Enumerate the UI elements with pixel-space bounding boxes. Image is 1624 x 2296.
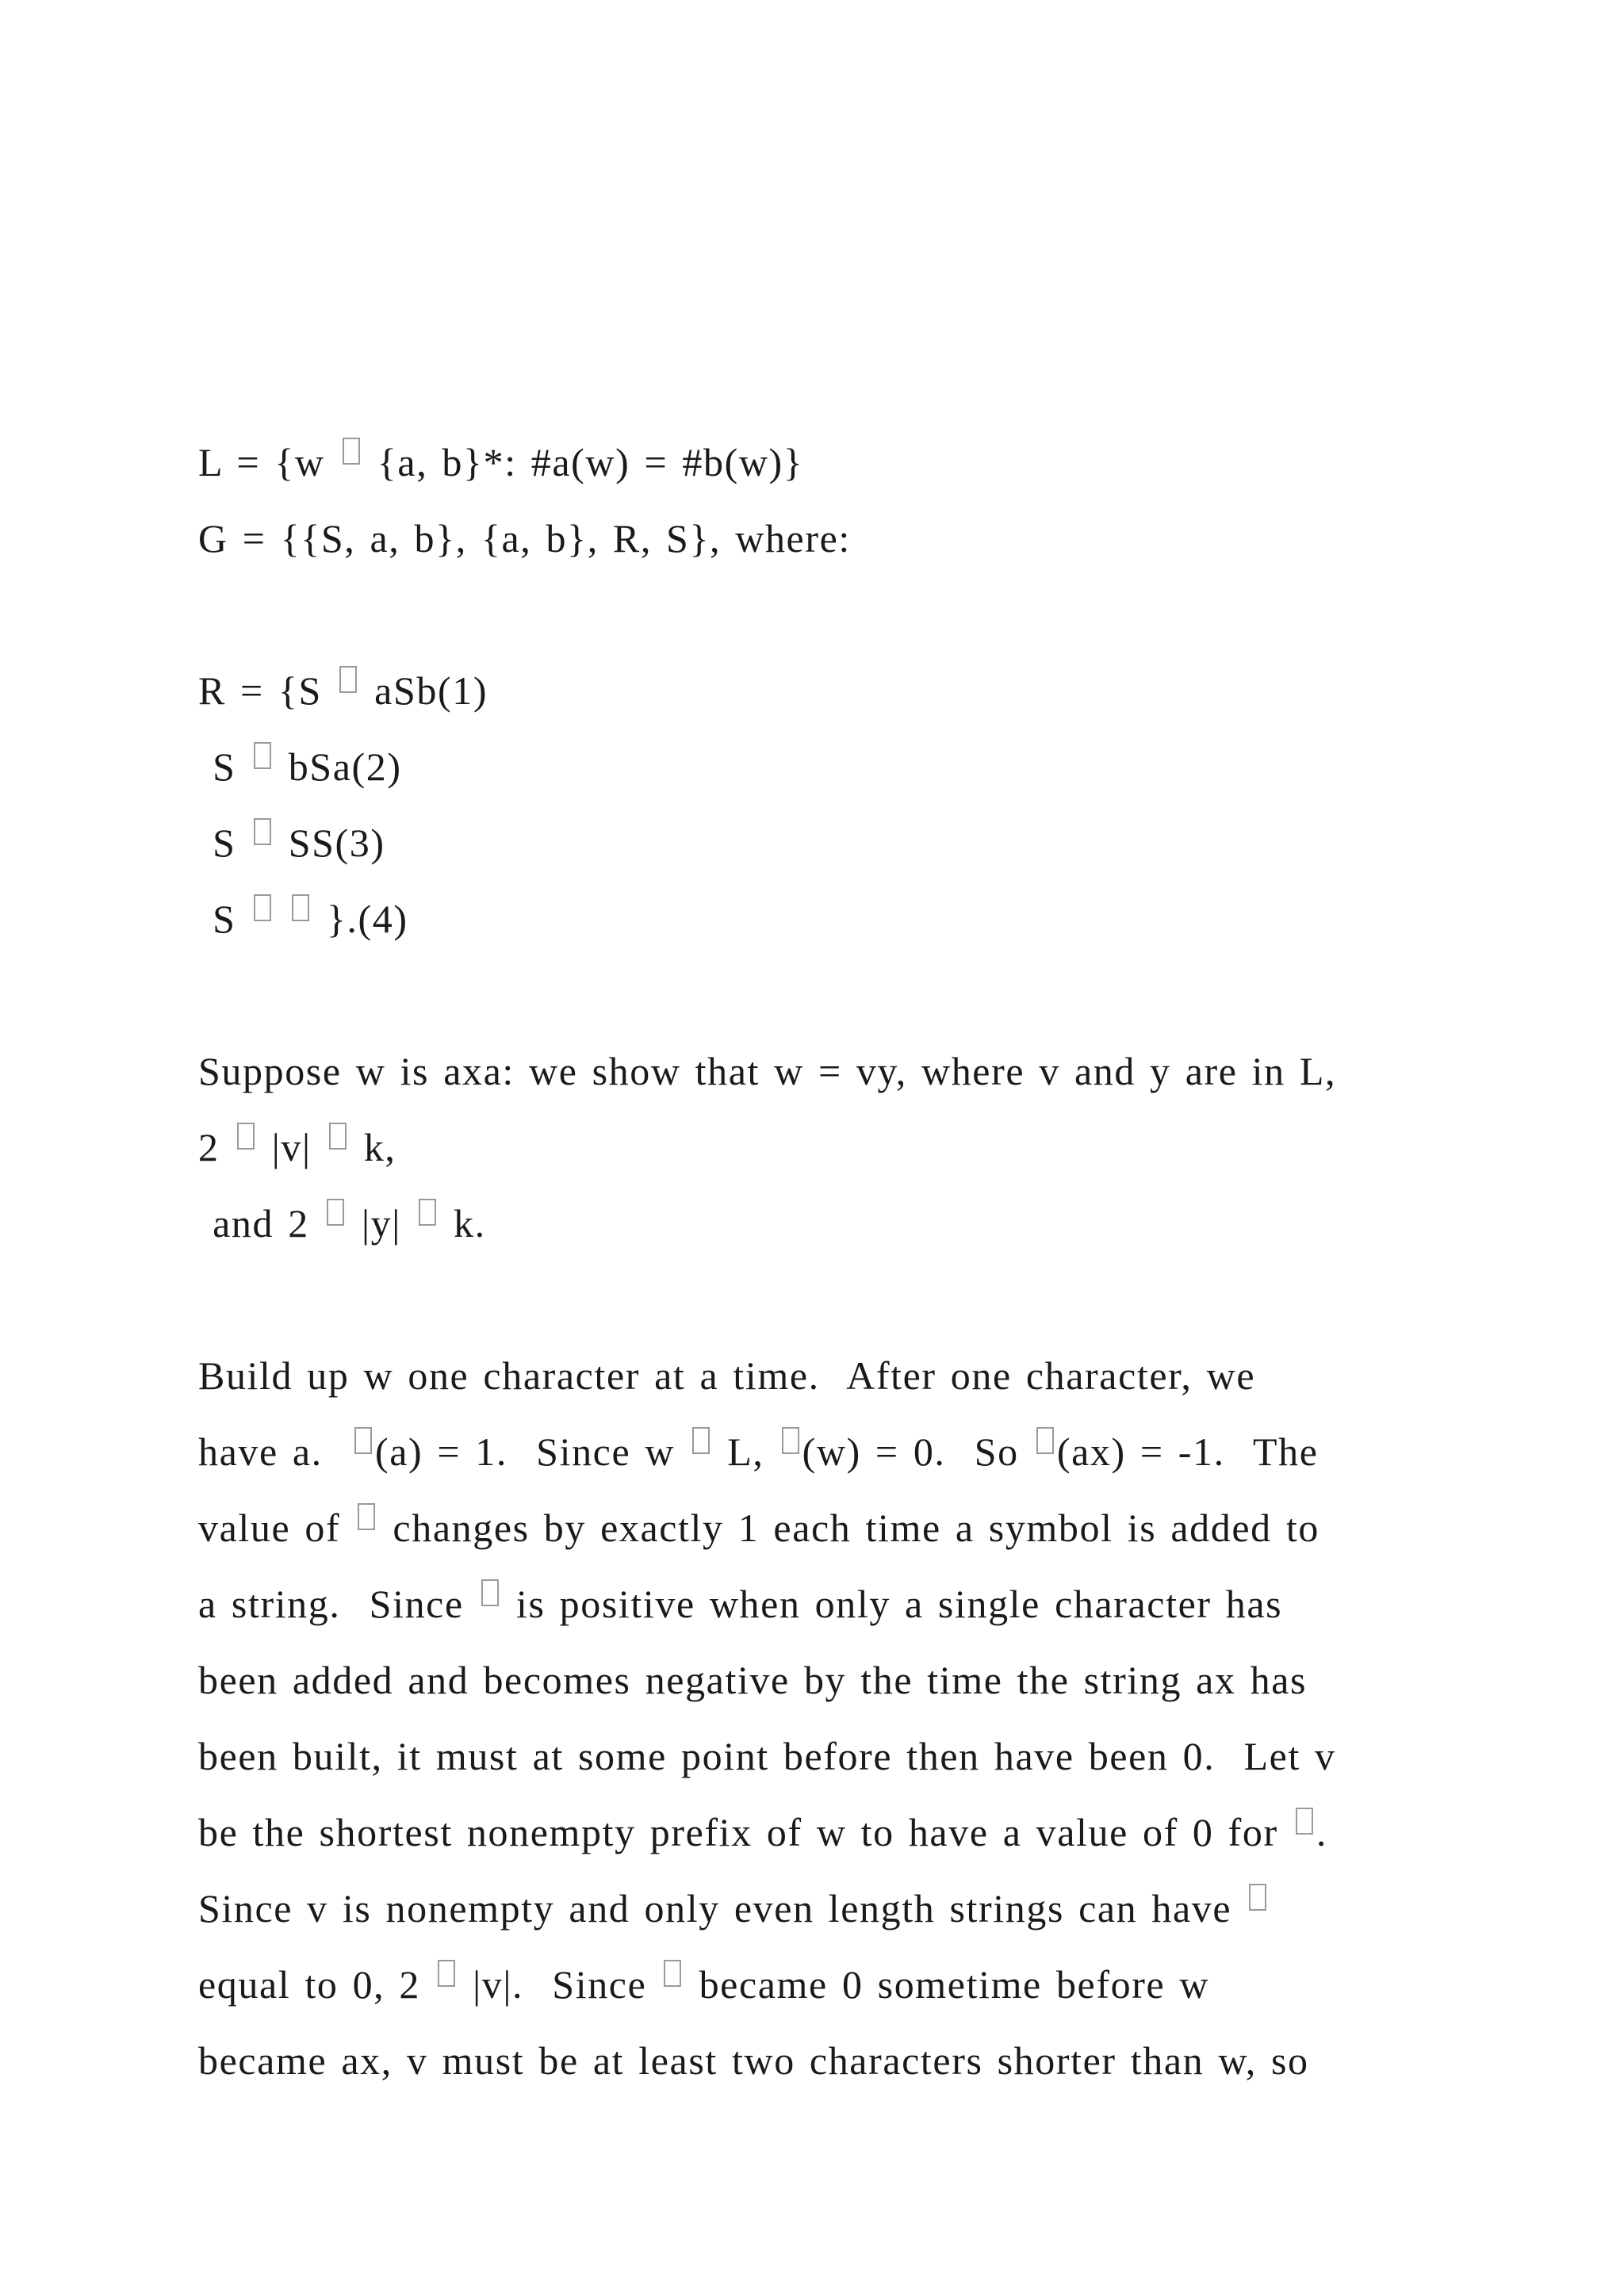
text-run: L = {w: [198, 440, 339, 484]
missing-glyph-icon: [254, 894, 271, 921]
text-line: [198, 1946, 1435, 2022]
text-run: k,: [349, 1125, 396, 1169]
text-run: S: [198, 821, 251, 865]
missing-glyph-icon: [254, 818, 271, 845]
missing-glyph-icon: [358, 1503, 375, 1530]
text-run: have a.: [198, 1429, 351, 1474]
text-line: [198, 1337, 1435, 1414]
text-run: bSa(2): [274, 744, 402, 789]
missing-glyph-icon: [339, 666, 357, 693]
text-run: |v|. Since: [458, 1962, 661, 2007]
text-line: [198, 729, 1435, 805]
text-line: [198, 1566, 1435, 1642]
missing-glyph-icon: [664, 1960, 681, 1987]
missing-glyph-icon: [292, 894, 309, 921]
blank-line: [198, 957, 1435, 1033]
missing-glyph-icon: [354, 1427, 372, 1454]
missing-glyph-icon: [1296, 1808, 1313, 1835]
text-run: Suppose w is axa: we show that w = vy, where v and y are in L,: [198, 1049, 1337, 1093]
text-run: is positive when only a single character has: [501, 1582, 1283, 1626]
text-run: be the shortest nonempty prefix of w to have a value of 0 for: [198, 1810, 1293, 1854]
text-run: been built, it must at some point before then have been 0. Let v: [198, 1734, 1336, 1778]
text-run: (w) = 0. So: [802, 1429, 1033, 1474]
text-run: equal to 0, 2: [198, 1962, 435, 2007]
document-body: [198, 424, 1435, 2099]
blank-line: [198, 576, 1435, 652]
text-run: {a, b}*: #a(w) = #b(w)}: [362, 440, 804, 484]
text-line: [198, 1414, 1435, 1490]
text-run: G = {{S, a, b}, {a, b}, R, S}, where:: [198, 516, 851, 561]
text-run: (a) = 1. Since w: [374, 1429, 690, 1474]
missing-glyph-icon: [254, 742, 271, 769]
text-run: SS(3): [274, 821, 385, 865]
missing-glyph-icon: [343, 438, 360, 465]
text-line: [198, 805, 1435, 881]
text-run: a string. Since: [198, 1582, 478, 1626]
text-run: S: [198, 744, 251, 789]
text-run: and 2: [198, 1201, 324, 1246]
text-line: [198, 1490, 1435, 1566]
text-run: became 0 sometime before w: [684, 1962, 1210, 2007]
text-line: [198, 881, 1435, 957]
text-line: [198, 500, 1435, 576]
text-run: been added and becomes negative by the time the string ax has: [198, 1658, 1308, 1702]
text-line: [198, 1109, 1435, 1185]
text-run: .: [1316, 1810, 1327, 1854]
missing-glyph-icon: [1036, 1427, 1054, 1454]
text-line: [198, 1794, 1435, 1870]
text-line: [198, 2022, 1435, 2099]
text-run: k.: [439, 1201, 486, 1246]
missing-glyph-icon: [327, 1199, 344, 1226]
missing-glyph-icon: [782, 1427, 799, 1454]
text-run: |y|: [347, 1201, 416, 1246]
text-run: Build up w one character at a time. After one character, we: [198, 1353, 1256, 1398]
missing-glyph-icon: [1249, 1884, 1266, 1911]
text-run: R = {S: [198, 668, 337, 713]
text-line: [198, 424, 1435, 500]
text-run: became ax, v must be at least two characters shorter than w, so: [198, 2038, 1309, 2083]
text-run: S: [198, 897, 251, 941]
text-run: }.(4): [312, 897, 408, 941]
text-line: [198, 1642, 1435, 1718]
missing-glyph-icon: [329, 1123, 347, 1150]
blank-line: [198, 1261, 1435, 1337]
text-line: [198, 1718, 1435, 1794]
text-run: changes by exactly 1 each time a symbol is added to: [378, 1506, 1320, 1550]
text-line: [198, 1033, 1435, 1109]
text-run: (ax) = -1. The: [1056, 1429, 1319, 1474]
text-line: [198, 1185, 1435, 1261]
text-run: |v|: [257, 1125, 326, 1169]
missing-glyph-icon: [419, 1199, 436, 1226]
missing-glyph-icon: [438, 1960, 455, 1987]
text-run: Since v is nonempty and only even length strings can have: [198, 1886, 1247, 1931]
text-run: L,: [713, 1429, 779, 1474]
text-line: [198, 1870, 1435, 1946]
missing-glyph-icon: [237, 1123, 255, 1150]
missing-glyph-icon: [692, 1427, 710, 1454]
text-run: 2: [198, 1125, 234, 1169]
missing-glyph-icon: [481, 1579, 499, 1606]
text-run: [274, 897, 289, 941]
text-run: value of: [198, 1506, 355, 1550]
text-run: aSb(1): [360, 668, 488, 713]
text-line: [198, 652, 1435, 729]
